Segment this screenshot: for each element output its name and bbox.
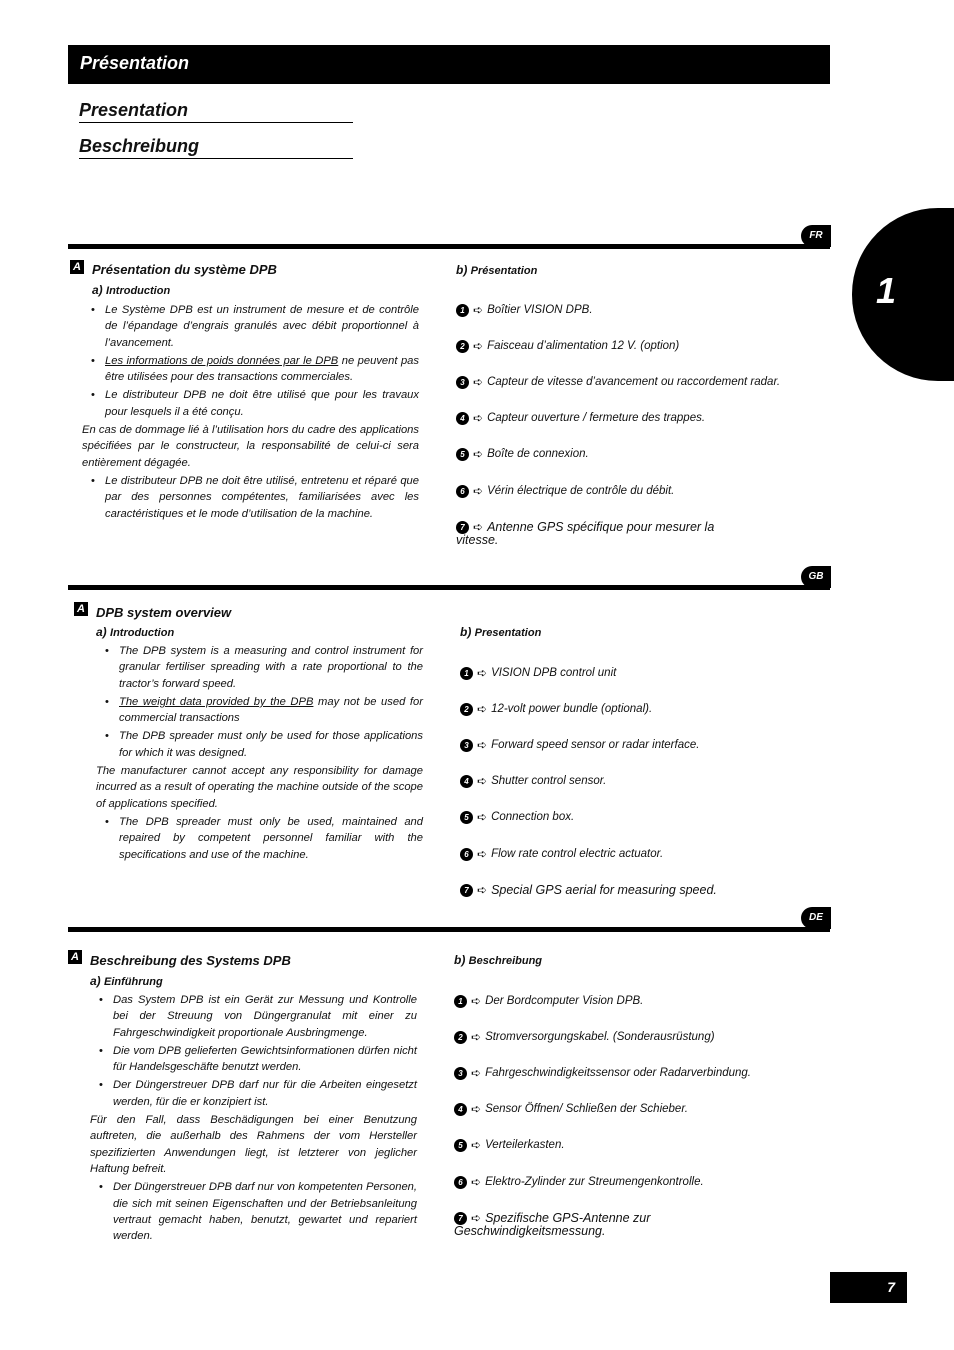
intro-heading: a) Einführung xyxy=(90,974,163,988)
list-item: 1 ➪ Der Bordcomputer Vision DPB. xyxy=(454,995,643,1009)
section-title: Beschreibung des Systems DPB xyxy=(90,953,291,968)
arrow-icon: ➪ xyxy=(473,339,484,353)
number-badge: 6 xyxy=(456,485,469,498)
list-item: 5 ➪ Verteilerkasten. xyxy=(454,1139,565,1153)
number-badge: 7 xyxy=(454,1212,467,1225)
arrow-icon: ➪ xyxy=(477,883,488,898)
lang-badge-de: DE xyxy=(801,907,831,929)
section-title: Présentation du système DPB xyxy=(92,262,277,277)
number-badge: 6 xyxy=(454,1176,467,1189)
number-badge: 1 xyxy=(460,667,473,680)
list-item: 4 ➪ Sensor Öffnen/ Schließen der Schieber. xyxy=(454,1103,688,1117)
subtitle-en: Presentation xyxy=(79,100,353,123)
bullet: • The DPB spreader must only be used for those applications for which it was designed. xyxy=(105,730,423,759)
number-badge: 3 xyxy=(456,376,469,389)
list-item: 2 ➪ Faisceau d’alimentation 12 V. (option) xyxy=(456,340,679,354)
bullet: • Le Système DPB est un instrument de mesure et de contrôle de l’épandage d’engrais granulés avec débit proportionnel à l’avancement. xyxy=(91,304,419,349)
intro-heading: a) Introduction xyxy=(92,283,171,297)
arrow-icon: ➪ xyxy=(473,447,484,461)
bullet: • Le distributeur DPB ne doit être utilisé que pour les travaux pour lesquels il a été conçu. xyxy=(91,389,419,418)
lang-badge-fr: FR xyxy=(801,225,831,247)
list-item: 6 ➪ Vérin électrique de contrôle du débit. xyxy=(456,485,674,499)
list-item: 2 ➪ 12-volt power bundle (optional). xyxy=(460,703,652,717)
presentation-heading: b) Présentation xyxy=(456,263,538,277)
intro-text xyxy=(90,992,417,1246)
arrow-icon: ➪ xyxy=(473,484,484,498)
arrow-icon: ➪ xyxy=(471,1066,482,1080)
intro-text xyxy=(82,302,419,524)
bullet: • Die vom DPB gelieferten Gewichtsinformationen dürfen nicht für Handelsgeschäfte benutzt werden. xyxy=(99,1044,417,1074)
bullet: • Les informations de poids données par le DPB ne peuvent pas être utilisées pour des transactions commerciales. xyxy=(91,354,419,384)
chapter-tab xyxy=(852,208,954,381)
arrow-icon: ➪ xyxy=(473,303,484,317)
list-item: 7 ➪ Special GPS aerial for measuring speed. xyxy=(460,884,717,897)
paragraph: Für den Fall, dass Beschädigungen bei einer Benutzung auftreten, die außerhalb des Rahmens der vom Hersteller spezifizierten Anwendungen liegt, ist letzterer von jeglicher Haftung befreit. xyxy=(90,1114,417,1175)
number-badge: 3 xyxy=(460,739,473,752)
arrow-icon: ➪ xyxy=(471,1138,482,1152)
paragraph: The manufacturer cannot accept any responsibility for damage incurred as a result of operating the machine outside of the scope of applications specified. xyxy=(96,765,423,810)
number-badge: 2 xyxy=(456,340,469,353)
section-letter-box: A xyxy=(74,602,88,616)
list-item: 4 ➪ Capteur ouverture / fermeture des trappes. xyxy=(456,412,705,426)
section-divider xyxy=(68,585,830,590)
number-badge: 1 xyxy=(454,995,467,1008)
arrow-icon: ➪ xyxy=(471,1102,482,1116)
number-badge: 2 xyxy=(460,703,473,716)
list-item: 3 ➪ Fahrgeschwindigkeitssensor oder Radarverbindung. xyxy=(454,1067,751,1081)
list-item: 1 ➪ VISION DPB control unit xyxy=(460,667,616,681)
list-item: 5 ➪ Boîte de connexion. xyxy=(456,448,589,462)
arrow-icon: ➪ xyxy=(471,1211,482,1226)
lang-badge-gb: GB xyxy=(801,566,831,588)
section-title: DPB system overview xyxy=(96,605,232,620)
number-badge: 5 xyxy=(460,811,473,824)
page-number: 7 xyxy=(887,1279,895,1295)
number-badge: 2 xyxy=(454,1031,467,1044)
number-badge: 7 xyxy=(456,521,469,534)
list-item: 5 ➪ Connection box. xyxy=(460,811,574,825)
arrow-icon: ➪ xyxy=(477,847,488,861)
bullet: • The DPB system is a measuring and control instrument for granular fertiliser spreading with a rate proportional to the tractor’s forward speed. xyxy=(105,645,423,690)
arrow-icon: ➪ xyxy=(477,774,488,788)
list-item: 2 ➪ Stromversorgungskabel. (Sonderausrüstung) xyxy=(454,1031,715,1045)
section-letter-box: A xyxy=(68,950,82,964)
arrow-icon: ➪ xyxy=(477,810,488,824)
list-item: 6 ➪ Elektro-Zylinder zur Streumengenkontrolle. xyxy=(454,1176,704,1190)
paragraph: En cas de dommage lié à l’utilisation hors du cadre des applications spécifiées par le constructeur, la responsabilité de celui-ci sera entièrement dégagée. xyxy=(82,424,419,469)
list-item: 6 ➪ Flow rate control electric actuator. xyxy=(460,848,663,862)
section-divider xyxy=(68,244,830,249)
arrow-icon: ➪ xyxy=(471,1030,482,1044)
arrow-icon: ➪ xyxy=(477,702,488,716)
list-item: 3 ➪ Capteur de vitesse d’avancement ou raccordement radar. xyxy=(456,376,780,390)
number-badge: 6 xyxy=(460,848,473,861)
page-number-box xyxy=(830,1272,907,1303)
bullet: • The weight data provided by the DPB may not be used for commercial transactions xyxy=(105,695,423,725)
bullet: • Le distributeur DPB ne doit être utilisé, entretenu et réparé que par des personnes compétentes, familiarisées avec les caractéristiques et le mode d’utilisation de la machine. xyxy=(91,474,419,520)
number-badge: 4 xyxy=(460,775,473,788)
list-item: 4 ➪ Shutter control sensor. xyxy=(460,775,606,789)
arrow-icon: ➪ xyxy=(473,411,484,425)
bullet: • Der Düngerstreuer DPB darf nur für die Arbeiten eingesetzt werden, für die er konzipiert ist. xyxy=(99,1079,417,1108)
bullet: • Das System DPB ist ein Gerät zur Messung und Kontrolle bei der Streuung von Düngergranulat mit einer zu Fahrgeschwindigkeit proportionale Ausbringmenge. xyxy=(99,994,417,1039)
number-badge: 4 xyxy=(456,412,469,425)
arrow-icon: ➪ xyxy=(471,994,482,1008)
list-item: 7 ➪ Spezifische GPS-Antenne zur Geschwindigkeitsmessung. xyxy=(454,1211,651,1239)
list-item: 1 ➪ Boîtier VISION DPB. xyxy=(456,304,593,318)
bullet: • The DPB spreader must only be used, maintained and repaired by competent personnel familiar with the specifications and use of the machine. xyxy=(105,815,423,861)
list-item: 7 ➪ Antenne GPS spécifique pour mesurer la vitesse. xyxy=(456,520,715,548)
arrow-icon: ➪ xyxy=(477,738,488,752)
presentation-heading: b) Beschreibung xyxy=(454,953,543,967)
number-badge: 1 xyxy=(456,304,469,317)
section-letter-box: A xyxy=(70,260,84,274)
arrow-icon: ➪ xyxy=(477,666,488,680)
section-divider xyxy=(68,927,830,932)
arrow-icon: ➪ xyxy=(473,520,484,535)
number-badge: 3 xyxy=(454,1067,467,1080)
number-badge: 4 xyxy=(454,1103,467,1116)
arrow-icon: ➪ xyxy=(473,375,484,389)
header-bar xyxy=(68,45,830,84)
number-badge: 5 xyxy=(454,1139,467,1152)
presentation-heading: b) Presentation xyxy=(460,625,542,639)
chapter-number: 1 xyxy=(876,270,897,311)
intro-text xyxy=(96,643,423,865)
subtitle-de: Beschreibung xyxy=(79,136,353,159)
intro-heading: a) Introduction xyxy=(96,625,175,639)
number-badge: 5 xyxy=(456,448,469,461)
arrow-icon: ➪ xyxy=(471,1175,482,1189)
number-badge: 7 xyxy=(460,884,473,897)
bullet: • Der Düngerstreuer DPB darf nur von kompetenten Personen, die sich mit seinen Eigenschaften und der Betriebsanleitung vertraut gemacht haben, benutzt, gewartet und repariert werden. xyxy=(99,1181,417,1243)
list-item: 3 ➪ Forward speed sensor or radar interface. xyxy=(460,739,699,753)
page-title: Présentation xyxy=(80,53,190,73)
